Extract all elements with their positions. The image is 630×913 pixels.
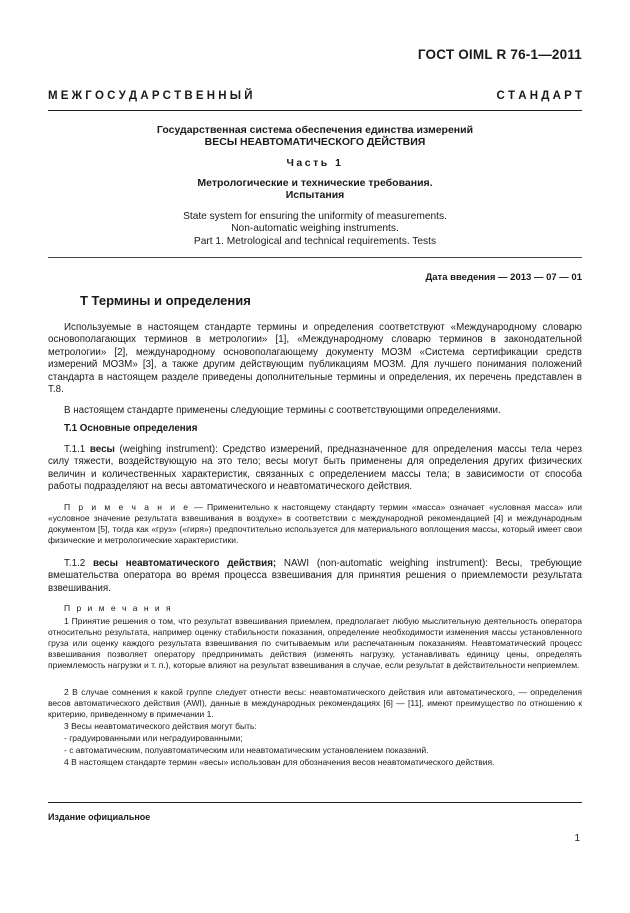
official-edition: Издание официальное [48,812,151,822]
title-en-1: State system for ensuring the uniformity of measurements. [183,211,447,222]
title-subtitle-1: Метрологические и технические требования. [197,177,433,189]
subsection-heading: Т.1 Основные определения [64,423,198,434]
standard-code: ГОСТ OIML R 76-1—2011 [417,47,582,62]
title-subtitle-2: Испытания [285,189,345,201]
term-t11-term: весы [89,444,115,455]
note-3b: - с автоматическим, полуавтоматическим или неавтоматическим установлением показаний. [64,745,429,755]
section-heading: Т Термины и определения [80,293,251,308]
note-2: 2 В случае сомнения к какой группе следует отнести весы: неавтоматического действия или автоматического, — определения весов автоматического действия (AWI), данные в международных рекомендациях [6] — [11], имеют преимущество по отношению к критерию, приведенному в примечании 1. [48,687,582,720]
banner-word-interstate: М Е Ж Г О С У Д А Р С Т В Е Н Н Ы Й [48,90,253,102]
term-t12 [48,558,582,595]
term-t11-definition: (weighing instrument): Средство измерений, предназначенное для определения массы тела через силу тяжести, воздействующую на это тело; весы могут быть применены для определения других физических величин и количественных характеристик, связанных с определением массы тела; в зависимости от способа работы подразделяют на весы автоматического и неавтоматического действия. [48,444,582,493]
note-4: 4 В настоящем стандарте термин «весы» использован для обозначения весов неавтоматического действия. [64,757,495,767]
notes-label [48,603,582,614]
note-3: 3 Весы неавтоматического действия могут быть: [64,721,257,731]
note-1: 1 Принятие решения о том, что результат взвешивания приемлем, предполагает любую мыслительную деятельность оператора относительно результата, например оценку стабильности показания, определение необходимости изменения массы установленного груза или оценку каждого результата взвешивания по считываемым или распечатанным показаниям. Неавтоматический процесс взвешивания позволяет оператору предпринимать действия (изменять нагрузку, устанавливать единицу цены, определять приемлемость нагрузки и т. п.), которые влияют на результат взвешивания в случае, если результат в действительности неприемлем. [48,616,582,671]
note-3a: - градуированными или неградуированными; [64,733,243,743]
term-t11 [48,444,582,494]
intro-date: Дата введения — 2013 — 07 — 01 [425,272,582,283]
page-number: 1 [574,833,580,844]
paragraph-terms-applied: В настоящем стандарте применены следующие термины с соответствующими определениями. [64,405,501,416]
title-en-3: Part 1. Metrological and technical requirements. Tests [193,236,437,247]
standard-banner [48,90,582,102]
footer-rule [48,802,582,803]
title-rule [48,257,582,258]
title-system: Государственная система обеспечения единства измерений [156,124,474,136]
banner-word-standard: С Т А Н Д А Р Т [496,90,582,102]
term-t12-term: весы неавтоматического действия; [92,558,277,569]
title-part: Часть 1 [286,157,344,169]
note-label: П р и м е ч а н и е [64,502,190,512]
banner-rule [48,110,582,111]
note-text: — Применительно к настоящему стандарту термин «масса» означает «условная масса» или «условное значение результата взвешивания в воздухе» в соответствии с международной рекомендацией [4] и международным документом [5], тогда как «груз» («гиря») предпочтительно используется для материального воплощения массы, который имеет свои физические и метрологические характеристики. [48,502,582,546]
term-t11-number: Т.1.1 [64,444,90,455]
note-t11 [48,502,582,546]
title-en-2: Non-automatic weighing instruments. [231,223,399,234]
term-t12-number: Т.1.2 [64,558,93,569]
paragraph-intro: Используемые в настоящем стандарте термины и определения соответствуют «Международному словарю основополагающих терминов в метрологии» [1], «Международному словарю терминов в законодательной метрологии» [2], международному основополагающему документу МОЗМ «Система сертификации средств измерений МОЗМ» [3], а также другим действующим публикациям МОЗМ. Для лучшего понимания положений стандарта в настоящем разделе приведены дополнительные термины и определения, их перечень представлен в Т.8. [48,322,582,396]
notes-label-text: П р и м е ч а н и я [64,603,173,613]
title-name: ВЕСЫ НЕАВТОМАТИЧЕСКОГО ДЕЙСТВИЯ [204,136,426,148]
term-t12-definition: NAWI (non-automatic weighing instrument): Весы, требующие вмешательства оператора во время процесса взвешивания для принятия решения о приемлемости результата взвешивания. [48,558,582,594]
